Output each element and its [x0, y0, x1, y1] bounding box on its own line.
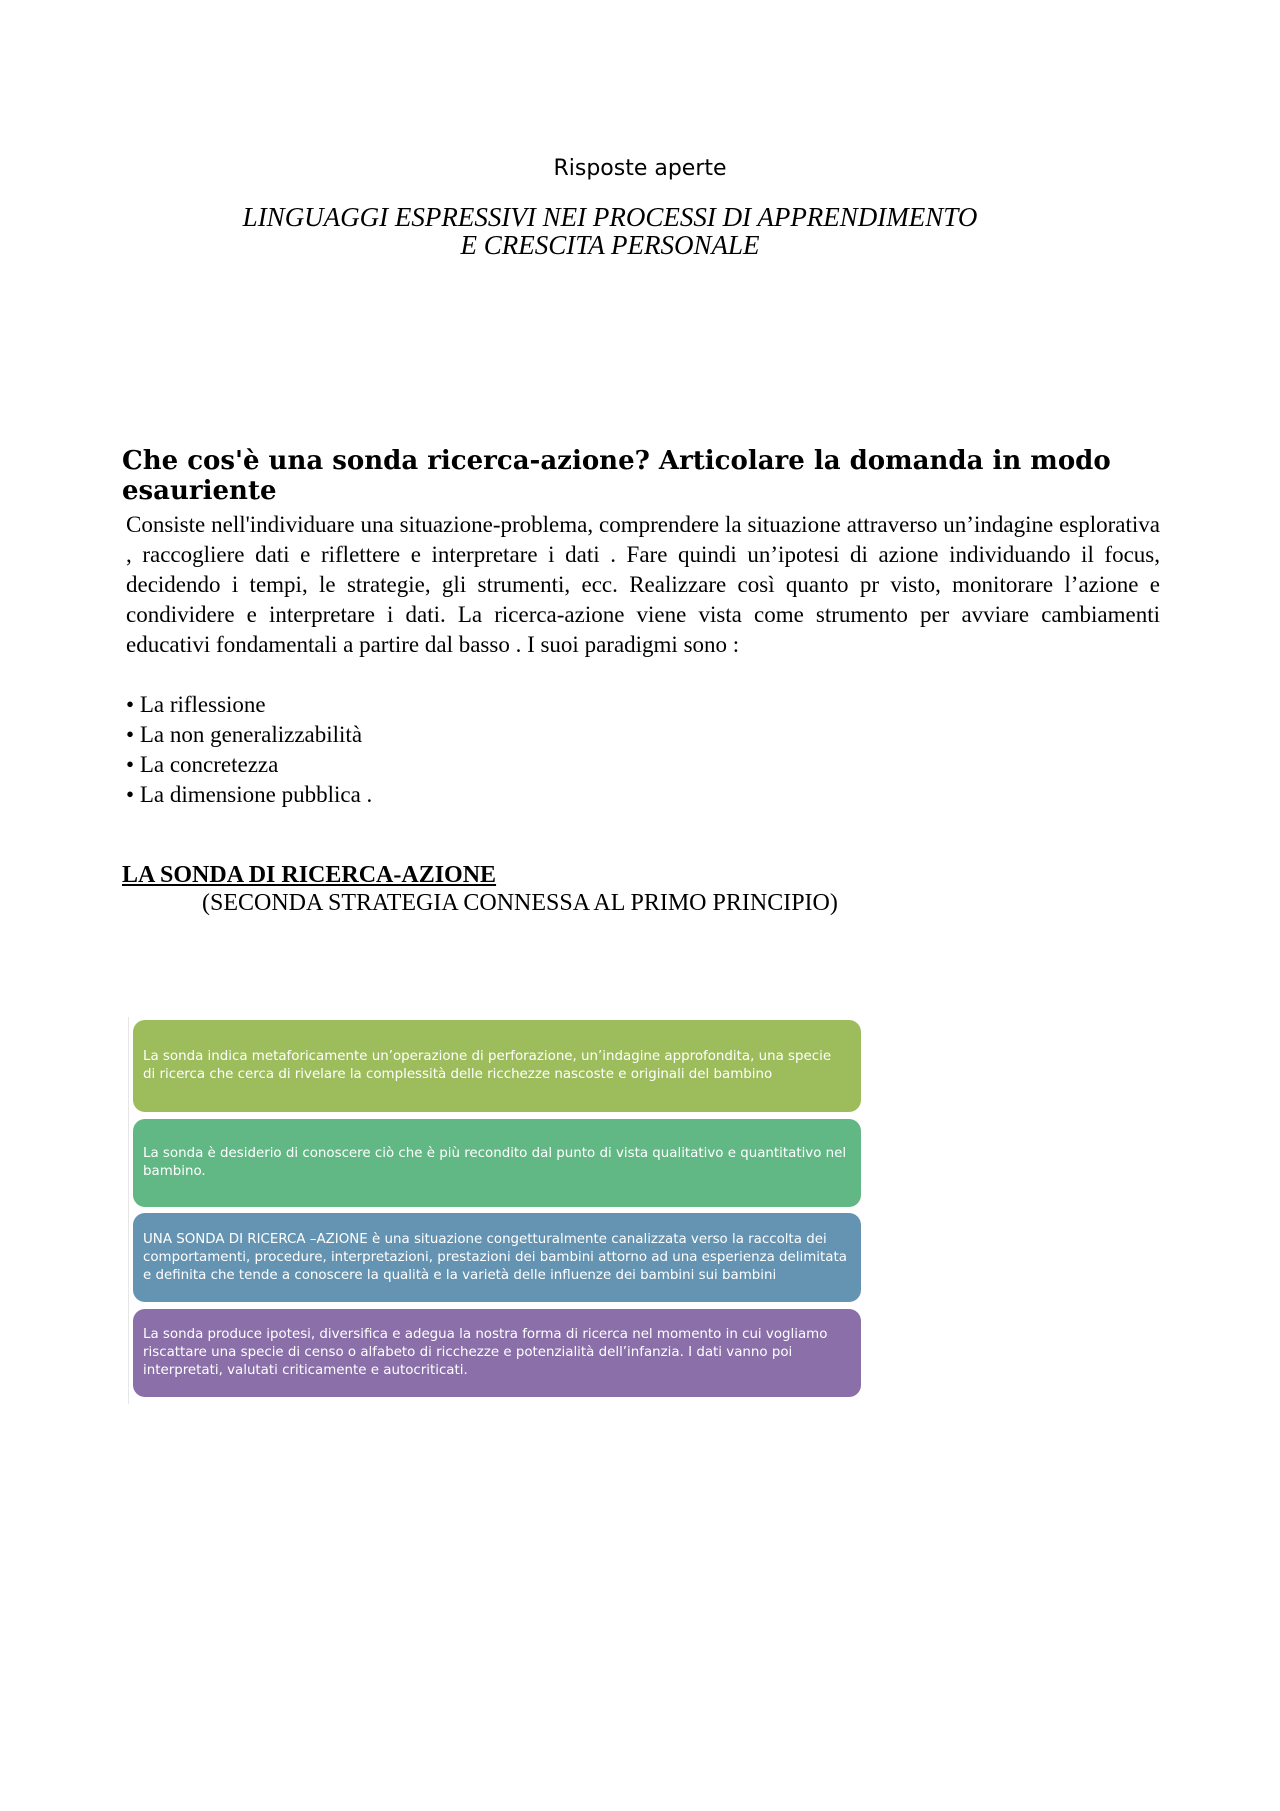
diagram-card-1 [133, 1020, 861, 1112]
diagram-card-text: La sonda produce ipotesi, diversifica e adegua la nostra forma di ricerca nel momento in cui vogliamo riscattare una specie di censo o alfabeto di ricchezze e potenzialità dell’infanzia. I dati vanno poi interpretati, valutati criticamente e autocriticati. [143, 1327, 828, 1378]
diagram-card-2 [133, 1119, 861, 1207]
section-title: LA SONDA DI RICERCA-AZIONE [122, 862, 497, 888]
list-item: • La concretezza [126, 750, 372, 780]
diagram-card-4 [133, 1309, 861, 1397]
list-item: • La dimensione pubblica . [126, 780, 372, 810]
diagram-card-text: UNA SONDA DI RICERCA –AZIONE è una situazione congetturalmente canalizzata verso la raccolta dei comportamenti, procedure, interpretazioni, prestazioni dei bambini attorno ad una esperienza delimitata e definita che tende a conoscere la qualità e la varietà delle influenze dei bambini sui bambini [143, 1231, 847, 1283]
sonda-diagram [128, 1017, 865, 1404]
list-item: • La riflessione [126, 690, 372, 720]
document-title-line-1: LINGUAGGI ESPRESSIVI NEI PROCESSI DI APPRENDIMENTO [242, 202, 978, 232]
paradigms-list [126, 690, 372, 810]
document-title-line-2: E CRESCITA PERSONALE [460, 230, 760, 260]
diagram-card-text: La sonda è desiderio di conoscere ciò che è più recondito dal punto di vista qualitativo e quantitativo nel bambino. [143, 1146, 847, 1179]
diagram-card-text: La sonda indica metaforicamente un’operazione di perforazione, un’indagine approfondita, una specie di ricerca che cerca di rivelare la complessità delle ricchezze nascoste e originali del bambino [143, 1049, 832, 1082]
answer-paragraph: Consiste nell'individuare una situazione-problema, comprendere la situazione attraverso un’indagine esplorativa , raccogliere dati e riflettere e interpretare i dati . Fare quindi un’ipotesi di azione individuando il focus, decidendo i tempi, le strategie, gli strumenti, ecc. Realizzare così quanto pr visto, monitorare l’azione e condividere e interpretare i dati. La ricerca-azione viene vista come strumento per avviare cambiamenti educativi fondamentali a partire dal basso . I suoi paradigmi sono : [126, 512, 1160, 657]
section-subtitle: (SECONDA STRATEGIA CONNESSA AL PRIMO PRINCIPIO) [202, 890, 838, 916]
question-heading: Che cos'è una sonda ricerca-azione? Articolare la domanda in modo esauriente [122, 446, 1111, 506]
document-title [140, 203, 1080, 259]
page-header: Risposte aperte [553, 156, 727, 181]
diagram-card-3 [133, 1213, 861, 1302]
list-item: • La non generalizzabilità [126, 720, 372, 750]
